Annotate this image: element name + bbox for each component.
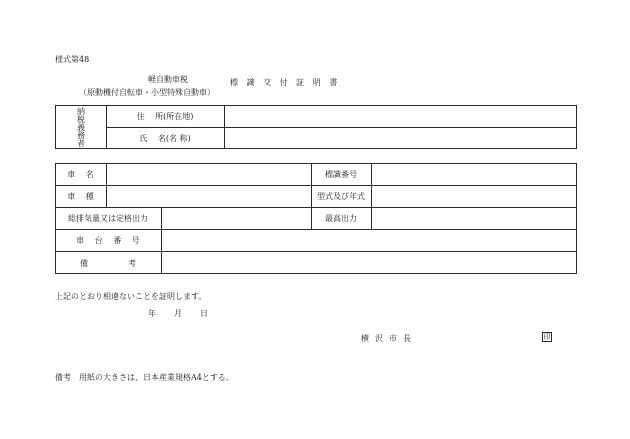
date-line — [148, 310, 208, 318]
chassis-number-label: 車 台 番 号 — [76, 236, 140, 245]
address-field[interactable] — [225, 105, 577, 127]
displacement-label: 総排気量又は定格出力 — [68, 214, 148, 223]
remarks-note: 備考 用紙の大きさは、日本産業規格A4とする。 — [55, 373, 234, 382]
remarks-label: 備 考 — [80, 258, 136, 268]
vehicle-type-label: 車 種 — [67, 192, 94, 201]
name-label: 氏 名(名 称) — [139, 134, 191, 143]
displacement-field[interactable] — [162, 208, 311, 229]
vehicle-name-field[interactable] — [107, 163, 311, 185]
taxpayer-section-label: 納税義務者 — [76, 107, 86, 147]
name-field[interactable] — [225, 128, 577, 149]
max-output-field[interactable] — [372, 208, 577, 229]
chassis-number-field[interactable] — [162, 230, 577, 251]
seal-mark: 印 — [543, 333, 551, 341]
certification-statement: 上記のとおり相違ないことを証明します。 — [55, 292, 207, 301]
day-label: 日 — [200, 309, 208, 318]
address-label: 住 所(所在地) — [136, 111, 194, 121]
max-output-label: 最高出力 — [325, 214, 357, 223]
vehicle-type-field[interactable] — [107, 186, 311, 207]
model-year-field[interactable] — [372, 186, 577, 207]
issuer-name: 横沢市長 — [361, 334, 417, 343]
tax-subtitle: （原動機付自転車・小型特殊自動車） — [79, 88, 215, 97]
plate-number-label: 標識番号 — [325, 169, 357, 179]
vehicle-name-label: 車 名 — [67, 169, 94, 179]
document-title: 標 識 交 付 証 明 書 — [230, 78, 341, 87]
month-label: 月 — [174, 309, 182, 318]
tax-name: 軽自動車税 — [148, 75, 188, 84]
model-year-label: 型式及び年式 — [317, 192, 365, 201]
form-number: 様式第48 — [55, 55, 90, 64]
plate-number-field[interactable] — [372, 163, 577, 185]
remarks-field[interactable] — [162, 252, 577, 274]
year-label: 年 — [148, 309, 156, 318]
